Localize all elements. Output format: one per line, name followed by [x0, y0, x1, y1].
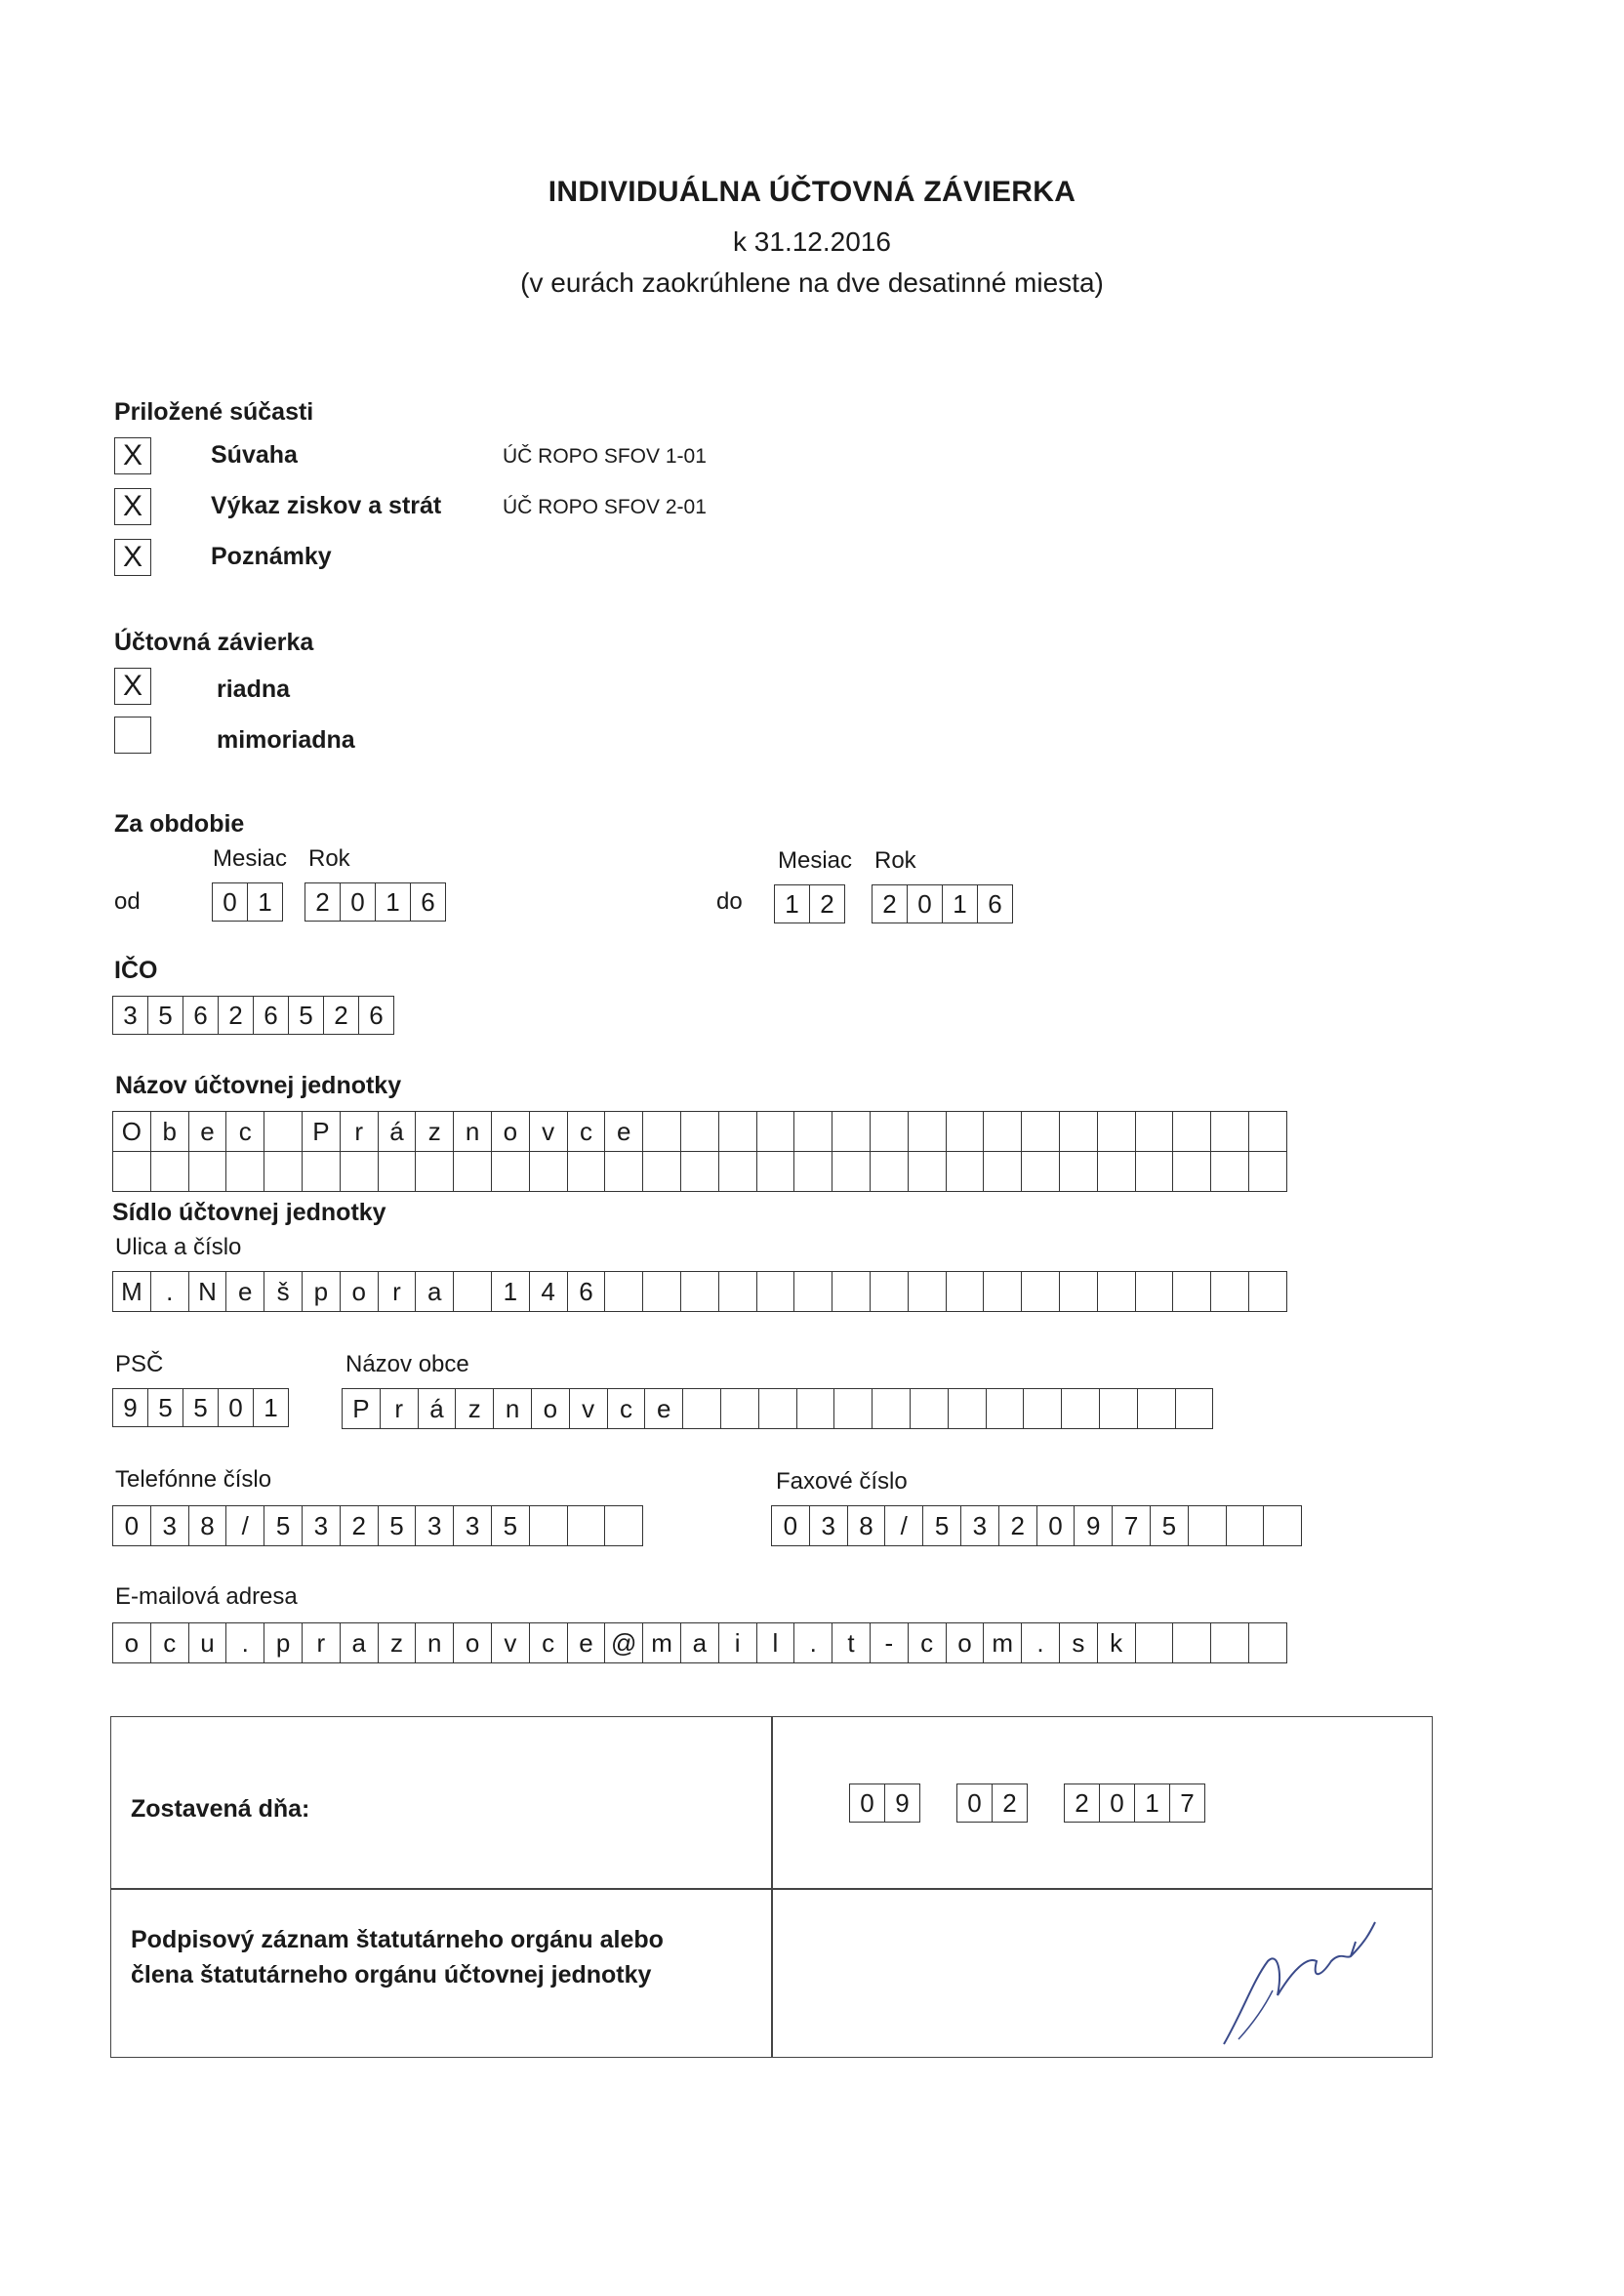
char-cell	[1137, 1389, 1175, 1428]
char-cell: o	[946, 1623, 984, 1662]
digit: 1	[1134, 1784, 1169, 1822]
char-cell	[604, 1506, 642, 1545]
char-cell	[1175, 1389, 1213, 1428]
char-cell: á	[378, 1112, 416, 1151]
char-cell: c	[567, 1112, 605, 1151]
char-cell: 5	[264, 1506, 302, 1545]
char-cell	[567, 1506, 605, 1545]
char-cell	[112, 1152, 150, 1191]
digit: 7	[1169, 1784, 1204, 1822]
char-cell	[604, 1272, 642, 1311]
digit: 6	[410, 883, 445, 921]
char-cell: o	[112, 1623, 150, 1662]
compiled-month-field[interactable]	[956, 1784, 1028, 1823]
street-field[interactable]	[112, 1271, 1287, 1312]
char-cell	[264, 1152, 302, 1191]
char-cell	[986, 1389, 1024, 1428]
char-cell: 4	[529, 1272, 567, 1311]
char-cell	[1172, 1152, 1210, 1191]
checkbox-suvaha[interactable]: X	[114, 437, 151, 474]
char-cell: l	[756, 1623, 794, 1662]
char-cell: c	[529, 1623, 567, 1662]
digit: 2	[218, 997, 253, 1034]
phone-row	[112, 1505, 643, 1546]
city-label: Názov obce	[345, 1351, 469, 1377]
char-cell: 6	[567, 1272, 605, 1311]
compiled-year-field[interactable]	[1064, 1784, 1205, 1823]
char-cell: s	[1059, 1623, 1097, 1662]
char-cell	[870, 1112, 908, 1151]
char-cell: o	[531, 1389, 569, 1428]
char-cell	[946, 1112, 984, 1151]
char-cell: z	[378, 1623, 416, 1662]
from-month-label: Mesiac	[213, 845, 288, 872]
char-cell	[908, 1112, 946, 1151]
char-cell: i	[718, 1623, 756, 1662]
digit: 9	[884, 1784, 919, 1822]
to-year-label: Rok	[874, 847, 916, 874]
digit: 0	[340, 883, 375, 921]
char-cell	[378, 1152, 416, 1191]
char-cell	[680, 1112, 718, 1151]
char-cell: n	[415, 1623, 453, 1662]
digit: 0	[849, 1784, 884, 1822]
char-cell	[604, 1152, 642, 1191]
char-cell	[832, 1152, 870, 1191]
signature-label-line1: Podpisový záznam štatutárneho orgánu alebo	[131, 1926, 664, 1953]
char-cell: á	[418, 1389, 456, 1428]
label-vykaz: Výkaz ziskov a strát	[211, 492, 442, 519]
ico-label: IČO	[114, 957, 158, 984]
digit: 1	[375, 883, 410, 921]
char-cell	[1210, 1272, 1248, 1311]
digit: 2	[872, 885, 907, 922]
char-cell: z	[415, 1112, 453, 1151]
char-cell: p	[264, 1623, 302, 1662]
digit: 0	[956, 1784, 992, 1822]
digit: 2	[992, 1784, 1027, 1822]
char-cell	[1172, 1112, 1210, 1151]
char-cell: 2	[340, 1506, 378, 1545]
char-cell	[908, 1152, 946, 1191]
char-cell	[832, 1272, 870, 1311]
digit: 6	[358, 997, 393, 1034]
char-cell	[415, 1152, 453, 1191]
char-cell: -	[870, 1623, 908, 1662]
char-cell: 0	[112, 1506, 150, 1545]
char-cell	[1059, 1272, 1097, 1311]
char-cell: b	[150, 1112, 188, 1151]
char-cell	[1061, 1389, 1099, 1428]
char-cell	[720, 1389, 758, 1428]
char-cell: 5	[491, 1506, 529, 1545]
entity-name-label: Názov účtovnej jednotky	[115, 1072, 402, 1099]
char-cell: c	[607, 1389, 645, 1428]
street-row	[112, 1271, 1287, 1312]
digit: 0	[218, 1389, 253, 1426]
char-cell: N	[188, 1272, 226, 1311]
char-cell	[870, 1152, 908, 1191]
char-cell	[908, 1272, 946, 1311]
city-field[interactable]	[342, 1388, 1213, 1429]
char-cell	[983, 1112, 1021, 1151]
char-cell	[718, 1152, 756, 1191]
char-cell	[870, 1272, 908, 1311]
digit: 1	[247, 883, 282, 921]
entity-name-row-1	[112, 1111, 1287, 1152]
email-field[interactable]	[112, 1622, 1287, 1663]
char-cell	[680, 1272, 718, 1311]
char-cell	[680, 1152, 718, 1191]
char-cell	[302, 1152, 340, 1191]
char-cell: M	[112, 1272, 150, 1311]
char-cell	[718, 1112, 756, 1151]
char-cell: 1	[491, 1272, 529, 1311]
table-divider-horizontal	[111, 1888, 1432, 1890]
char-cell: a	[680, 1623, 718, 1662]
char-cell: 5	[922, 1506, 960, 1545]
char-cell	[1172, 1623, 1210, 1662]
char-cell	[1248, 1623, 1286, 1662]
digit: 6	[253, 997, 288, 1034]
char-cell: n	[493, 1389, 531, 1428]
label-riadna: riadna	[217, 676, 291, 703]
email-row	[112, 1622, 1287, 1663]
digit: 9	[112, 1389, 147, 1426]
char-cell	[756, 1112, 794, 1151]
char-cell	[872, 1389, 910, 1428]
char-cell	[150, 1152, 188, 1191]
char-cell: u	[188, 1623, 226, 1662]
char-cell: 3	[302, 1506, 340, 1545]
to-month-field[interactable]	[774, 884, 845, 923]
char-cell	[948, 1389, 986, 1428]
city-row	[342, 1388, 1213, 1429]
char-cell	[529, 1152, 567, 1191]
digit: 2	[323, 997, 358, 1034]
char-cell: O	[112, 1112, 150, 1151]
char-cell: v	[569, 1389, 607, 1428]
digit: 5	[147, 997, 183, 1034]
char-cell	[642, 1272, 680, 1311]
fax-field[interactable]	[771, 1505, 1302, 1546]
char-cell	[225, 1152, 264, 1191]
digit: 6	[977, 885, 1012, 922]
char-cell: r	[380, 1389, 418, 1428]
char-cell: c	[225, 1112, 264, 1151]
char-cell: c	[908, 1623, 946, 1662]
char-cell	[567, 1152, 605, 1191]
char-cell: a	[340, 1623, 378, 1662]
attachments-heading: Priložené súčasti	[114, 398, 314, 426]
digit: 1	[942, 885, 977, 922]
char-cell	[340, 1152, 378, 1191]
char-cell: /	[884, 1506, 922, 1545]
char-cell	[529, 1506, 567, 1545]
phone-label: Telefónne číslo	[115, 1466, 272, 1493]
char-cell: .	[225, 1623, 264, 1662]
char-cell	[718, 1272, 756, 1311]
entity-name-field[interactable]	[112, 1111, 1287, 1192]
char-cell: 9	[1074, 1506, 1112, 1545]
char-cell	[983, 1152, 1021, 1191]
char-cell	[946, 1152, 984, 1191]
char-cell: e	[644, 1389, 682, 1428]
checkbox-vykaz[interactable]: X	[114, 488, 151, 525]
char-cell	[642, 1152, 680, 1191]
label-suvaha: Súvaha	[211, 441, 298, 469]
char-cell	[1210, 1623, 1248, 1662]
from-month-field[interactable]	[212, 882, 283, 922]
char-cell	[1059, 1152, 1097, 1191]
char-cell	[1135, 1272, 1173, 1311]
to-year-field[interactable]	[872, 884, 1013, 923]
char-cell: e	[225, 1272, 264, 1311]
char-cell	[793, 1272, 832, 1311]
char-cell	[1263, 1506, 1301, 1545]
char-cell: š	[264, 1272, 302, 1311]
char-cell: z	[455, 1389, 493, 1428]
code-suvaha: ÚČ ROPO SFOV 1-01	[503, 445, 707, 468]
char-cell: 5	[378, 1506, 416, 1545]
char-cell	[1188, 1506, 1226, 1545]
char-cell	[1248, 1152, 1286, 1191]
char-cell	[1097, 1152, 1135, 1191]
char-cell: 3	[960, 1506, 998, 1545]
char-cell	[1172, 1272, 1210, 1311]
char-cell	[264, 1112, 302, 1151]
char-cell	[946, 1272, 984, 1311]
email-label: E-mailová adresa	[115, 1583, 298, 1610]
char-cell	[983, 1272, 1021, 1311]
char-cell	[832, 1112, 870, 1151]
char-cell	[756, 1152, 794, 1191]
char-cell: 3	[150, 1506, 188, 1545]
digit: 2	[1064, 1784, 1099, 1822]
char-cell: p	[302, 1272, 340, 1311]
signature-table	[110, 1716, 1433, 2058]
char-cell	[793, 1112, 832, 1151]
char-cell: t	[832, 1623, 870, 1662]
char-cell: k	[1097, 1623, 1135, 1662]
checkbox-mimoriadna[interactable]	[114, 717, 151, 754]
char-cell	[1099, 1389, 1137, 1428]
phone-field[interactable]	[112, 1505, 643, 1546]
digit: 2	[809, 885, 844, 922]
table-divider-vertical	[771, 1717, 773, 2057]
char-cell	[1210, 1152, 1248, 1191]
digit: 0	[212, 883, 247, 921]
char-cell	[1059, 1112, 1097, 1151]
digit: 2	[304, 883, 340, 921]
checkbox-riadna[interactable]: X	[114, 668, 151, 705]
char-cell: n	[453, 1112, 491, 1151]
char-cell	[796, 1389, 834, 1428]
char-cell: o	[453, 1623, 491, 1662]
char-cell: o	[340, 1272, 378, 1311]
digit: 5	[183, 1389, 218, 1426]
char-cell: m	[983, 1623, 1021, 1662]
char-cell	[1135, 1152, 1173, 1191]
char-cell	[910, 1389, 948, 1428]
label-poznamky: Poznámky	[211, 543, 332, 570]
char-cell: e	[188, 1112, 226, 1151]
char-cell: 7	[1112, 1506, 1150, 1545]
zip-label: PSČ	[115, 1351, 164, 1377]
char-cell	[1135, 1623, 1173, 1662]
char-cell: c	[150, 1623, 188, 1662]
char-cell	[682, 1389, 720, 1428]
street-label: Ulica a číslo	[115, 1234, 242, 1260]
compiled-day-field[interactable]	[849, 1784, 920, 1823]
char-cell	[491, 1152, 529, 1191]
char-cell	[1023, 1389, 1061, 1428]
code-vykaz: ÚČ ROPO SFOV 2-01	[503, 496, 707, 518]
statement-type-heading: Účtovná závierka	[114, 629, 314, 656]
char-cell	[1097, 1272, 1135, 1311]
char-cell: o	[491, 1112, 529, 1151]
char-cell	[1210, 1112, 1248, 1151]
digit: 5	[288, 997, 323, 1034]
digit: 5	[147, 1389, 183, 1426]
from-label: od	[114, 888, 141, 915]
char-cell	[1135, 1112, 1173, 1151]
digit: 1	[774, 885, 809, 922]
char-cell	[642, 1112, 680, 1151]
char-cell: /	[225, 1506, 264, 1545]
char-cell: r	[378, 1272, 416, 1311]
char-cell	[1021, 1272, 1059, 1311]
to-month-label: Mesiac	[778, 847, 853, 874]
char-cell: 5	[1150, 1506, 1188, 1545]
digit: 0	[907, 885, 942, 922]
char-cell	[1226, 1506, 1264, 1545]
char-cell	[758, 1389, 796, 1428]
handwritten-signature	[1185, 1903, 1419, 2049]
page-title: INDIVIDUÁLNA ÚČTOVNÁ ZÁVIERKA	[548, 176, 1076, 208]
char-cell: 8	[188, 1506, 226, 1545]
char-cell: 8	[847, 1506, 885, 1545]
char-cell: r	[340, 1112, 378, 1151]
from-year-label: Rok	[308, 845, 350, 872]
char-cell: 3	[415, 1506, 453, 1545]
char-cell: m	[642, 1623, 680, 1662]
char-cell	[1021, 1112, 1059, 1151]
digit: 3	[112, 997, 147, 1034]
entity-name-row-2	[112, 1152, 1287, 1192]
label-mimoriadna: mimoriadna	[217, 726, 355, 754]
char-cell	[453, 1272, 491, 1311]
char-cell: 3	[809, 1506, 847, 1545]
char-cell: v	[491, 1623, 529, 1662]
char-cell	[188, 1152, 226, 1191]
char-cell: .	[793, 1623, 832, 1662]
char-cell: P	[342, 1389, 380, 1428]
char-cell: .	[150, 1272, 188, 1311]
digit: 6	[183, 997, 218, 1034]
char-cell	[1021, 1152, 1059, 1191]
char-cell: 3	[453, 1506, 491, 1545]
char-cell	[756, 1272, 794, 1311]
checkbox-poznamky[interactable]: X	[114, 539, 151, 576]
char-cell: P	[302, 1112, 340, 1151]
char-cell: 2	[998, 1506, 1036, 1545]
digit: 1	[253, 1389, 288, 1426]
fax-label: Faxové číslo	[776, 1468, 908, 1495]
char-cell	[833, 1389, 872, 1428]
char-cell: r	[302, 1623, 340, 1662]
char-cell	[453, 1152, 491, 1191]
signature-label-line2: člena štatutárneho orgánu účtovnej jednotky	[131, 1961, 652, 1988]
to-label: do	[716, 888, 743, 915]
char-cell	[1097, 1112, 1135, 1151]
date-line: k 31.12.2016	[733, 226, 891, 257]
char-cell: 0	[771, 1506, 809, 1545]
char-cell: .	[1021, 1623, 1059, 1662]
char-cell	[1248, 1112, 1286, 1151]
char-cell: a	[415, 1272, 453, 1311]
fax-row	[771, 1505, 1302, 1546]
period-heading: Za obdobie	[114, 810, 245, 838]
ico-field[interactable]	[112, 996, 394, 1035]
char-cell: e	[604, 1112, 642, 1151]
zip-field[interactable]	[112, 1388, 289, 1427]
char-cell	[793, 1152, 832, 1191]
char-cell: e	[567, 1623, 605, 1662]
char-cell: v	[529, 1112, 567, 1151]
char-cell	[1248, 1272, 1286, 1311]
digit: 0	[1099, 1784, 1134, 1822]
compiled-label: Zostavená dňa:	[131, 1795, 310, 1823]
from-year-field[interactable]	[304, 882, 446, 922]
char-cell: @	[604, 1623, 642, 1662]
currency-note: (v eurách zaokrúhlene na dve desatinné miesta)	[520, 267, 1104, 298]
address-heading: Sídlo účtovnej jednotky	[112, 1199, 386, 1226]
char-cell: 0	[1036, 1506, 1075, 1545]
